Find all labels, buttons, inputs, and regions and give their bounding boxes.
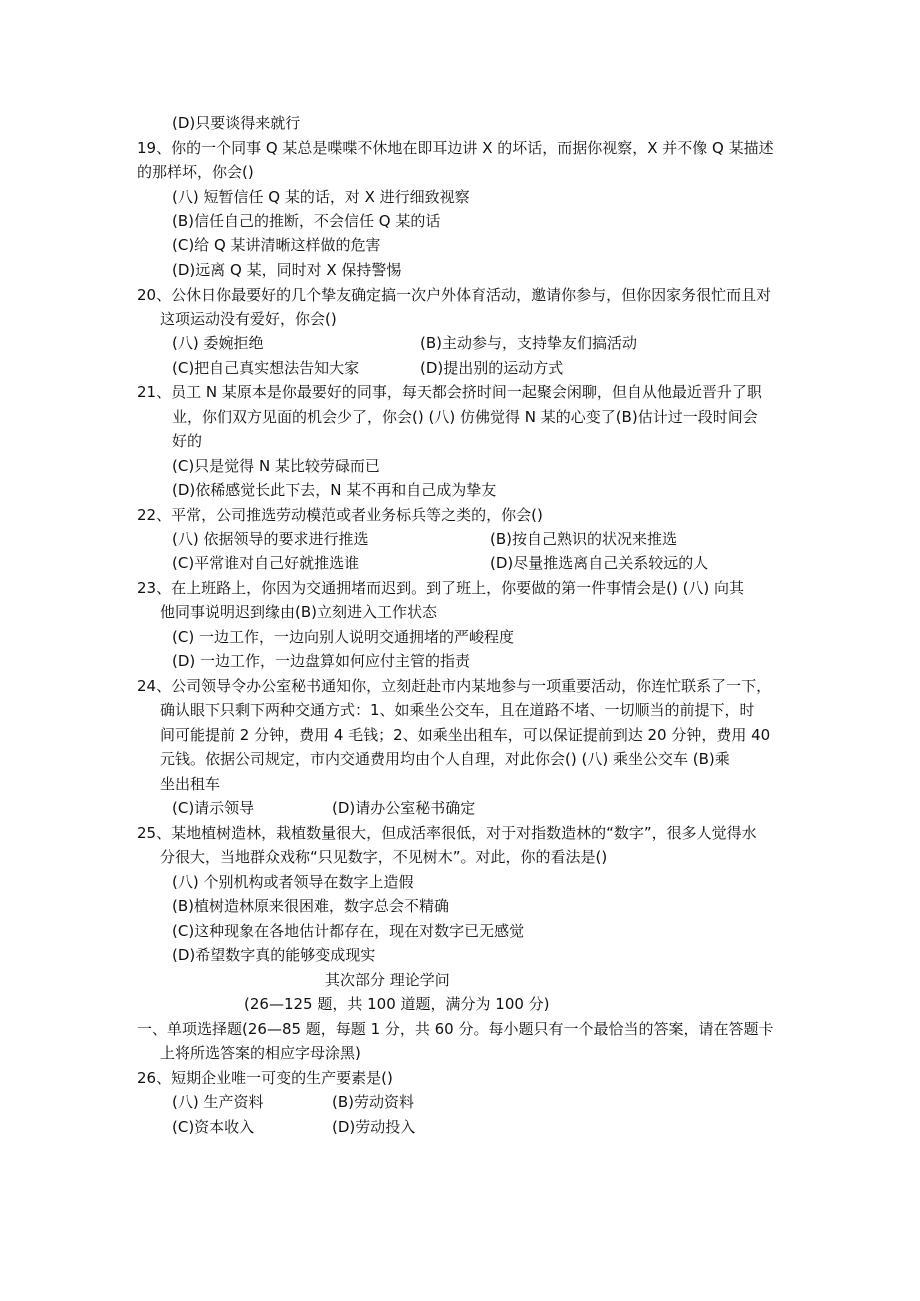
option-b-q20: (B)主动参与，支持挚友们搞活动: [420, 334, 637, 352]
option-d-q26: (D)劳动投入: [332, 1118, 416, 1136]
option-d-q23: (D) 一边工作，一边盘算如何应付主管的指责: [172, 652, 471, 670]
question-22: 22、平常，公司推选劳动模范或者业务标兵等之类的，你会(): [137, 506, 543, 524]
question-20-cont: 这项运动没有爱好，你会(): [160, 310, 337, 328]
question-21: 21、员工 N 某原本是你最要好的同事，每天都会挤时间一起聚会闲聊，但自从他最近晋升了职: [137, 383, 762, 401]
option-c-q19: (C)给 Q 某讲清晰这样做的危害: [172, 236, 381, 254]
option-b-q19: (B)信任自己的推断，不会信任 Q 某的话: [172, 212, 441, 230]
option-c-q22: (C)平常谁对自己好就推选谁: [172, 554, 360, 572]
option-d-q24: (D)请办公室秘书确定: [332, 799, 476, 817]
option-d-q20: (D)提出别的运动方式: [420, 359, 564, 377]
option-c-q25: (C)这种现象在各地估计都存在，现在对数字已无感觉: [172, 922, 525, 940]
question-24-cont4: 坐出租车: [160, 775, 221, 793]
section-subheading: (26—125 题，共 100 道题，满分为 100 分): [244, 995, 550, 1013]
option-b-q25: (B)植树造林原来很困难，数字总会不精确: [172, 897, 449, 915]
question-24-cont2: 间可能提前 2 分钟，费用 4 毛钱；2、如乘坐出租车，可以保证提前到达 20 分钟，费用 40: [160, 726, 771, 744]
option-c-q23: (C) 一边工作，一边向别人说明交通拥堵的严峻程度: [172, 628, 514, 646]
part-instructions-cont: 上将所选答案的相应字母涂黑): [160, 1044, 361, 1062]
option-d-q19: (D)远离 Q 某，同时对 X 保持警惕: [172, 261, 402, 279]
question-19: 19、你的一个同事 Q 某总是喋喋不休地在即耳边讲 X 的坏话，而据你视察，X 并不像 Q 某描述: [137, 139, 774, 157]
option-c-q24: (C)请示领导: [172, 799, 255, 817]
question-23-cont: 他同事说明迟到缘由(B)立刻进入工作状态: [160, 603, 437, 621]
option-c-q21: (C)只是觉得 N 某比较劳碌而已: [172, 457, 380, 475]
question-20: 20、公休日你最要好的几个挚友确定搞一次户外体育活动，邀请你参与，但你因家务很忙而且对: [137, 286, 772, 304]
option-a-q19: (八) 短暂信任 Q 某的话，对 X 进行细致视察: [172, 188, 470, 206]
option-d-q22: (D)尽量推选离自己关系较远的人: [490, 554, 709, 572]
option-a-q25: (八) 个别机构或者领导在数字上造假: [172, 873, 414, 891]
option-d-q21: (D)依稀感觉长此下去，N 某不再和自己成为挚友: [172, 481, 497, 499]
question-21-cont: 业，你们双方见面的机会少了，你会() (八) 仿佛觉得 N 某的心变了(B)估计过一段时间会: [172, 408, 758, 426]
question-25: 25、某地植树造林，栽植数量很大，但成活率很低，对于对指数造林的“数字”，很多人觉得水: [137, 824, 757, 842]
question-24-cont: 确认眼下只剩下两种交通方式：1、如乘坐公交车，且在道路不堵、一切顺当的前提下，时: [160, 701, 755, 719]
part-instructions: 一、单项选择题(26—85 题，每题 1 分，共 60 分。每小题只有一个最恰当的答案，请在答题卡: [137, 1020, 774, 1038]
question-24-cont3: 元钱。依据公司规定，市内交通费用均由个人自理，对此你会() (八) 乘坐公交车 (B)乘: [160, 750, 730, 768]
question-19-cont: 的那样坏，你会(): [137, 163, 254, 181]
question-24: 24、公司领导令办公室秘书通知你，立刻赶赴市内某地参与一项重要活动，你连忙联系了一下，: [137, 677, 772, 695]
option-b-q22: (B)按自己熟识的状况来推选: [490, 530, 677, 548]
option-a-q20: (八) 委婉拒绝: [172, 334, 264, 352]
question-26: 26、短期企业唯一可变的生产要素是(): [137, 1069, 393, 1087]
option-c-q20: (C)把自己真实想法告知大家: [172, 359, 360, 377]
option-c-q26: (C)资本收入: [172, 1118, 255, 1136]
option-d-q18: (D)只要谈得来就行: [172, 114, 301, 132]
option-b-q26: (B)劳动资料: [332, 1093, 414, 1111]
question-23: 23、在上班路上，你因为交通拥堵而迟到。到了班上，你要做的第一件事情会是() (八) 向其: [137, 579, 745, 597]
option-a-q26: (八) 生产资料: [172, 1093, 264, 1111]
option-d-q25: (D)希望数字真的能够变成现实: [172, 946, 376, 964]
option-a-q22: (八) 依据领导的要求进行推选: [172, 530, 369, 548]
question-21-cont2: 好的: [172, 432, 203, 450]
question-25-cont: 分很大，当地群众戏称“只见数字，不见树木”。对此，你的看法是(): [160, 848, 608, 866]
section-heading: 其次部分 理论学问: [325, 971, 450, 989]
